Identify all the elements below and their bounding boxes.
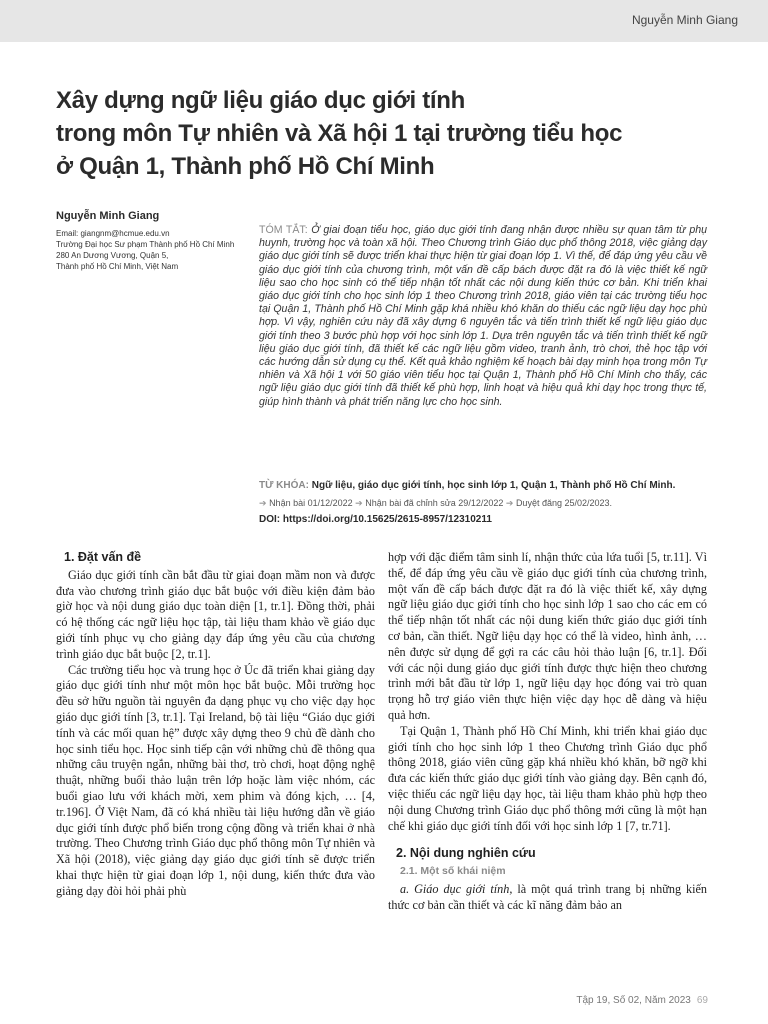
keywords-label: TỪ KHÓA: [259,480,309,491]
title-line-2: trong môn Tự nhiên và Xã hội 1 tại trường tiểu học [56,120,623,147]
running-header [0,0,768,42]
section-heading: 2. Nội dung nghiên cứu [396,846,536,861]
affiliation-line-1: Trường Đại học Sư phạm Thành phố Hồ Chí Minh [56,240,235,249]
title-line-1: Xây dựng ngữ liệu giáo dục giới tính [56,87,466,114]
arrow-icon: ➔ [355,498,363,508]
date-revised: Nhận bài đã chỉnh sửa 29/12/2022 [365,498,504,508]
paragraph: Tại Quận 1, Thành phố Hồ Chí Minh, khi triển khai giáo dục giới tính cho học sinh lớp 1 theo Chương trình Giáo dục phổ thông 2018, giáo viên cũng gặp khá nhiều khó khăn, bỡ ngỡ khi đưa các kiến thức giáo dục giới tính vào giảng dạy. Bên cạnh đó, việc thiếu các ngữ liệu dạy học, tài liệu tham khảo phù hợp theo nội dung Chương trình Giáo dục phổ thông mới cũng là một hạn chế khi giáo dục giới tính đối với học sinh lớp 1 [7, tr.71]. [388,723,707,833]
author-affiliation [56,228,256,272]
keywords-text: Ngữ liệu, giáo dục giới tính, học sinh lớp 1, Quận 1, Thành phố Hồ Chí Minh. [308,480,676,491]
body-column-right [388,550,707,914]
paragraph: hợp với đặc điểm tâm sinh lí, nhận thức của lứa tuổi [5, tr.11]. Vì thế, để đáp ứng yêu cầu về giáo dục giới tính của chương trình, một vấn đề cấp bách được đặt ra đó là việc thiết kế, xây dựng ngữ liệu giáo dục giới tính cho học sinh lớp 1 sao cho các em có thể tiếp nhận tốt nhất các nội dung kiến thức giáo dục giới tính cơ bản, cần thiết. Ngữ liệu dạy học có thể là video, hình ảnh, … nên được sử dụng để gợi ra các câu hỏi thảo luận [6, tr.1]. Đối với các nội dung giáo dục giới tính được thực hiện theo chương trình mới bắt đầu từ lớp 1, ngữ liệu dạy học đóng vai trò quan trọng hỗ trợ giáo viên thực hiện việc dạy học dễ dàng và hiệu quả hơn. [388,550,707,722]
paragraph: Giáo dục giới tính cần bắt đầu từ giai đoạn mầm non và được đưa vào chương trình giáo dục bắt buộc với điều kiện đảm bảo giờ học và nội dung giáo dục toàn diện [1, tr.1]. Đồng thời, phải có hệ thống các ngữ liệu học tập, tài liệu tham khảo về giáo dục giới tính phục vụ cho giảng dạy đáp ứng yêu cầu của chương trình giáo dục bắt buộc [2, tr.1]. [56,567,375,661]
abstract-text: Ở giai đoạn tiểu học, giáo dục giới tính đang nhận được nhiều sự quan tâm từ phụ huynh, trường học và toàn xã hội. Theo Chương trình Giáo dục phổ thông 2018, việc giảng dạy giáo dục giới tính sẽ được triển khai thực hiện từ giai đoạn lớp 1. Vì thế, để đáp ứng yêu cầu về giáo dục giới tính của chương trình, một vấn đề cấp bách được đặt ra đó là việc thiết kế ngữ liệu sao cho học sinh có thể tiếp nhận tốt nhất các nội dung kiến thức cơ bản. Khi triển khai giáo dục giới tính cho học sinh lớp 1 theo Chương trình 2018, giáo viên tại các trường tiểu học tại Quận 1, Thành phố Hồ Chí Minh gặp khá nhiều khó khăn do thiếu các ngữ liệu dạy học phù hợp. Vì vậy, nghiên cứu này đã xây dựng 6 nguyên tắc và tiến trình thiết kế ngữ liệu giáo dục giới tính theo 3 bước phù hợp với học sinh lớp 1. Dựa trên nguyên tắc và tiến trình thiết kế ngữ liệu giáo dục giới tính, đã thiết kế các ngữ liệu gồm video, tranh ảnh, trò chơi, thẻ học tập với các hướng dẫn sử dụng cụ thể. Kết quả khảo nghiệm kế hoạch bài dạy minh họa trong môn Tự nhiên và Xã hội 1 với 50 giáo viên tiểu học tại Quận 1, Thành phố Hồ Chí Minh cho thấy, các ngữ liệu giáo dục giới tính đã thiết kế phù hợp, linh hoạt và hiệu quả khi dạy học trong thực tế, giúp hình thành và phát triển năng lực cho học sinh. [259,224,707,408]
keywords [259,480,719,491]
section-heading: 1. Đặt vấn đề [64,550,142,564]
body-column-left [56,550,375,900]
paragraph-lead: a. Giáo dục giới tính, [400,881,513,896]
affiliation-line-3: Thành phố Hồ Chí Minh, Việt Nam [56,262,179,271]
footer-issue: Tập 19, Số 02, Năm 2023 [576,995,691,1006]
article-title [56,84,696,183]
subsection-heading: 2.1. Một số khái niệm [400,865,506,878]
paragraph: Các trường tiểu học và trung học ở Úc đã triển khai giảng dạy giáo dục giới tính như một môn học bắt buộc. Mỗi trường học đều sở hữu nguồn tài nguyên đa dạng phục vụ cho việc dạy học giáo dục giới tính [3, tr.1]. Tại Ireland, bộ tài liệu “Giáo dục giới tính và các mối quan hệ” được xây dựng theo 9 chủ đề dành cho học sinh tiểu học. Học sinh tiếp cận với những chủ đề thông qua những câu truyện ngắn, những bài thơ, trò chơi, hoạt động nghệ thuật, những buổi thảo luận trên lớp hoặc làm việc nhóm, các buổi giao lưu với khách mời, xem phim và đóng kịch, … [4, tr.196]. Ở Việt Nam, đã có khá nhiều tài liệu hướng dẫn về giáo dục giới tính được phổ biến trong cộng đồng và triển khai ở nhà trường. Theo Chương trình Giáo dục phổ thông môn Tự nhiên và Xã hội (2018), việc giảng dạy giáo dục giới tính sẽ được triển khai thực hiện từ giai đoạn lớp 1, nội dung, kiến thức đưa vào giảng dạy đòi hỏi phải phù [56,662,375,898]
title-line-3: ở Quận 1, Thành phố Hồ Chí Minh [56,153,435,180]
arrow-icon: ➔ [259,498,267,508]
article-dates [259,498,612,509]
paragraph-text: là một quá trình trang bị những kiến thức cơ bản cần thiết và các kĩ năng đảm bảo an [388,881,707,912]
abstract-label: TÓM TẮT: [259,224,308,236]
page-number: 69 [696,995,708,1006]
page-footer [576,995,708,1006]
abstract [259,224,707,409]
author-name: Nguyễn Minh Giang [56,210,160,222]
affiliation-line-2: 280 An Dương Vương, Quận 5, [56,251,169,260]
arrow-icon: ➔ [505,498,514,508]
header-author: Nguyễn Minh Giang [631,13,738,27]
date-accepted: Duyệt đăng 25/02/2023. [515,498,613,508]
author-email: Email: giangnm@hcmue.edu.vn [56,229,170,238]
doi: DOI: https://doi.org/10.15625/2615-8957/12310211 [259,514,492,525]
paragraph [388,882,707,914]
date-received: Nhận bài 01/12/2022 [269,498,353,508]
